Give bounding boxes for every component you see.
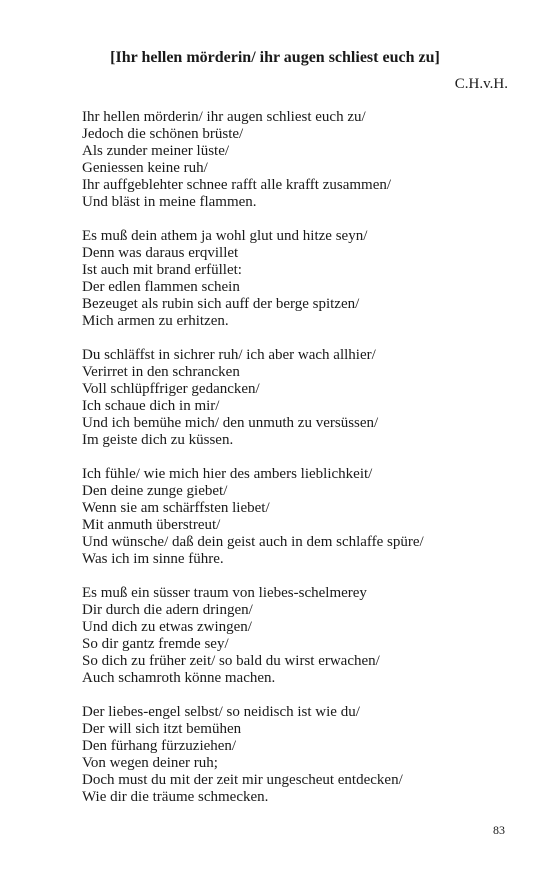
stanza-1 bbox=[82, 109, 512, 211]
poem-line: Als zunder meiner lüste/ bbox=[82, 143, 230, 159]
poem-line: Den fürhang fürzuziehen/ bbox=[82, 738, 237, 754]
poem-line: Mit anmuth überstreut/ bbox=[82, 517, 221, 533]
poem-body bbox=[82, 109, 512, 823]
poem-line: Wenn sie am schärffsten liebet/ bbox=[82, 500, 270, 516]
poem-line: Der will sich itzt bemühen bbox=[82, 721, 242, 737]
poem-line: Ihr auffgeblehter schnee rafft alle krafft zusammen/ bbox=[82, 177, 392, 193]
poem-line: So dir gantz fremde sey/ bbox=[82, 636, 229, 652]
poem-line: Und wünsche/ daß dein geist auch in dem schlaffe spüre/ bbox=[82, 534, 424, 550]
stanza-5 bbox=[82, 585, 512, 687]
poem-line: Ich fühle/ wie mich hier des ambers lieblichkeit/ bbox=[82, 466, 373, 482]
poem-line: Ist auch mit brand erfüllet: bbox=[82, 262, 242, 278]
poem-line: So dich zu früher zeit/ so bald du wirst erwachen/ bbox=[82, 653, 380, 669]
poem-line: Doch must du mit der zeit mir ungescheut entdecken/ bbox=[82, 772, 403, 788]
poem-line: Auch schamroth könne machen. bbox=[82, 670, 276, 686]
poem-title: [Ihr hellen mörderin/ ihr augen schliest euch zu] bbox=[110, 49, 440, 66]
poem-line: Denn was daraus erqvillet bbox=[82, 245, 239, 261]
poem-line: Und bläst in meine flammen. bbox=[82, 194, 257, 210]
poem-author: C.H.v.H. bbox=[454, 76, 508, 92]
poem-line: Ich schaue dich in mir/ bbox=[82, 398, 220, 414]
stanza-3 bbox=[82, 347, 512, 449]
poem-line: Mich armen zu erhitzen. bbox=[82, 313, 229, 329]
poem-line: Von wegen deiner ruh; bbox=[82, 755, 218, 771]
stanza-6 bbox=[82, 704, 512, 806]
stanza-4 bbox=[82, 466, 512, 568]
poem-line: Du schläffst in sichrer ruh/ ich aber wach allhier/ bbox=[82, 347, 376, 363]
poem-line: Was ich im sinne führe. bbox=[82, 551, 224, 567]
poem-line: Es muß ein süsser traum von liebes-schelmerey bbox=[82, 585, 367, 601]
poem-line: Im geiste dich zu küssen. bbox=[82, 432, 234, 448]
poem-line: Der edlen flammen schein bbox=[82, 279, 240, 295]
poem-line: Und dich zu etwas zwingen/ bbox=[82, 619, 252, 635]
stanza-2 bbox=[82, 228, 512, 330]
poem-line: Bezeuget als rubin sich auff der berge spitzen/ bbox=[82, 296, 360, 312]
poem-line: Wie dir die träume schmecken. bbox=[82, 789, 269, 805]
poem-line: Der liebes-engel selbst/ so neidisch ist wie du/ bbox=[82, 704, 360, 720]
poem-line: Jedoch die schönen brüste/ bbox=[82, 126, 244, 142]
poem-line: Geniessen keine ruh/ bbox=[82, 160, 208, 176]
poem-line: Voll schlüpffriger gedancken/ bbox=[82, 381, 260, 397]
poem-line: Dir durch die adern dringen/ bbox=[82, 602, 253, 618]
poem-line: Und ich bemühe mich/ den unmuth zu versüssen/ bbox=[82, 415, 379, 431]
poem-line: Ihr hellen mörderin/ ihr augen schliest euch zu/ bbox=[82, 109, 366, 125]
poem-line: Den deine zunge giebet/ bbox=[82, 483, 228, 499]
poem-line: Verirret in den schrancken bbox=[82, 364, 240, 380]
page-number: 83 bbox=[493, 823, 505, 837]
poem-line: Es muß dein athem ja wohl glut und hitze seyn/ bbox=[82, 228, 368, 244]
